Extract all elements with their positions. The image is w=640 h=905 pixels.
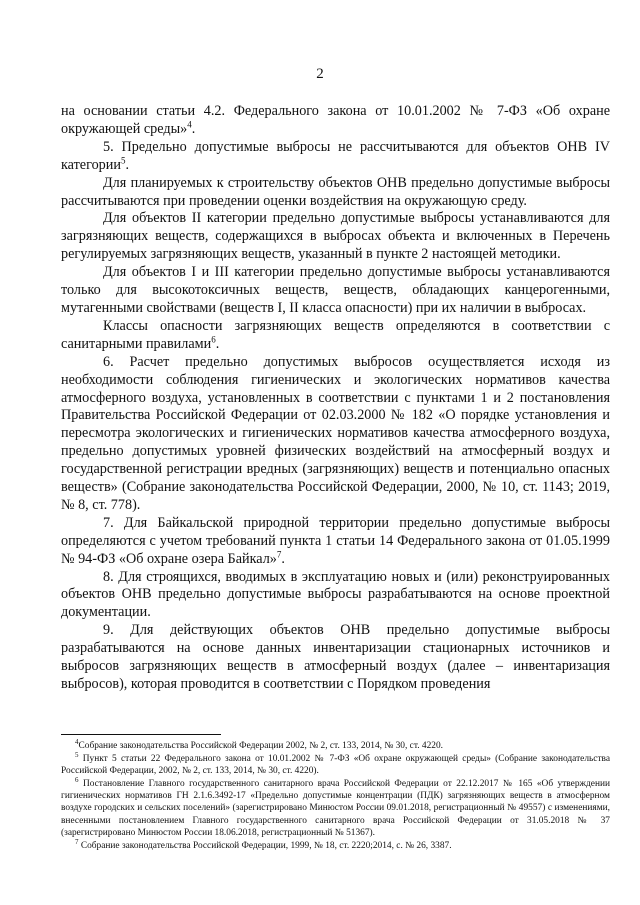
footnote-mark: 5	[75, 750, 79, 759]
paragraph-text: 7. Для Байкальской природной территории предельно допустимые выбросы определяются с учетом требований пункта 1 статьи 14 Федерального закона от 01.05.1999 № 94-ФЗ «Об охране озера Байкал»	[61, 514, 610, 567]
footnote-ref: 5	[120, 154, 126, 165]
paragraph	[61, 354, 610, 515]
paragraph	[61, 139, 610, 175]
paragraph	[61, 515, 610, 569]
paragraph	[61, 569, 610, 623]
paragraph	[61, 622, 610, 694]
paragraph-text: 8. Для строящихся, вводимых в эксплуатацию новых и (или) реконструированных объектов ОНВ предельно допустимые выбросы разрабатываются на основе проектной документации.	[61, 568, 610, 621]
footnote-separator	[61, 734, 221, 735]
paragraph-text: 9. Для действующих объектов ОНВ предельно допустимые выбросы разрабатываются на основе данных инвентаризации стационарных источников и выбросов загрязняющих веществ в атмосферный воздух (далее – инвентаризация выбросов), которая проводится в соответствии с Порядком проведения	[61, 622, 610, 692]
paragraph	[61, 103, 610, 139]
footnote-text: Постановление Главного государственного санитарного врача Российской Федерации от 22.12.2017 № 165 «Об утверждении гигиенических нормативов ГН 2.1.6.3492-17 «Предельно допустимые концентрации (ПДК) загрязняющих веществ в атмосферном воздухе городских и сельских поселений» (зарегистрировано Минюстом России 09.01.2018, регистрационный № 49557) с изменениями, внесенными постановлением Главного государственного санитарного врача Российской Федерации от 31.05.2018 № 37 (зарегистрировано Минюстом России 18.06.2018, регистрационный № 51367).	[61, 779, 610, 838]
footnote-mark: 6	[75, 776, 79, 785]
body-text	[61, 103, 610, 694]
footnote-text: Пункт 5 статьи 22 Федерального закона от 10.01.2002 № 7-ФЗ «Об охране окружающей среды» (Собрание законодательства Российской Федерации, 2002, № 2, ст. 133, 2014, № 30, ст. 4220).	[61, 754, 610, 777]
footnotes	[61, 737, 610, 853]
paragraph-text-end: .	[125, 156, 129, 173]
paragraph-text: на основании статьи 4.2. Федерального закона от 10.01.2002 № 7-ФЗ «Об охране окружающей среды»	[61, 103, 610, 137]
paragraph-text: Для объектов I и III категории предельно допустимые выбросы устанавливаются только для высокотоксичных веществ, веществ, обладающих канцерогенными, мутагенными свойствами (веществ I, II класса опасности) при их наличии в выбросах.	[61, 264, 610, 316]
paragraph	[61, 318, 610, 354]
footnote-text: Собрание законодательства Российской Федерации 2002, № 2, ст. 133, 2014, № 30, ст. 4220.	[78, 741, 444, 751]
paragraph-text: 6. Расчет предельно допустимых выбросов осуществляется исходя из необходимости соблюдения гигиенических и экологических нормативов качества атмосферного воздуха, установленных в соответствии с пунктами 1 и 2 постановления Правительства Российской Федерации от 02.03.2000 № 182 «О порядке установления и пересмотра экологических и гигиенических нормативов качества атмосферного воздуха, предельно допустимых уровней физических воздействий на атмосферный воздух и государственной регистрации вредных (загрязняющих) веществ и потенциально опасных веществ» (Собрание законодательства Российской Федерации, 2000, № 10, ст. 1143; 2019, № 8, ст. 778).	[61, 353, 610, 513]
paragraph	[61, 210, 610, 264]
footnote-ref: 4	[187, 119, 192, 130]
footnote-ref: 6	[211, 334, 216, 345]
paragraph-text-end: .	[281, 550, 285, 567]
footnote	[61, 837, 610, 852]
paragraph-text: Для объектов II категории предельно допустимые выбросы устанавливаются для загрязняющих веществ, содержащихся в выбросах объекта и включенных в Перечень регулируемых загрязняющих веществ, указанный в пункте 2 настоящей методики.	[61, 210, 610, 263]
paragraph-text-end: .	[215, 335, 220, 352]
paragraph-text: Для планируемых к строительству объектов ОНВ предельно допустимые выбросы рассчитываются при проведении оценки воздействия на окружающую среду.	[61, 174, 610, 209]
footnote-ref: 7	[276, 548, 282, 559]
paragraph	[61, 264, 610, 318]
footnote-mark: 7	[75, 837, 79, 846]
footnote	[61, 778, 610, 838]
footnote	[61, 737, 610, 752]
footnote-text: Собрание законодательства Российской Федерации, 1999, № 18, ст. 2220;2014, с. № 26, 3387.	[78, 840, 452, 851]
paragraph-text-end: .	[191, 120, 196, 137]
footnote	[61, 750, 610, 777]
footnote-mark: 4	[75, 737, 79, 746]
paragraph-text: 5. Предельно допустимые выбросы не рассчитываются для объектов ОНВ IV категории	[61, 138, 610, 173]
paragraph	[61, 175, 610, 211]
paragraph-text: Классы опасности загрязняющих веществ определяются в соответствии с санитарными правилами	[61, 317, 610, 352]
page-number: 2	[316, 66, 324, 82]
